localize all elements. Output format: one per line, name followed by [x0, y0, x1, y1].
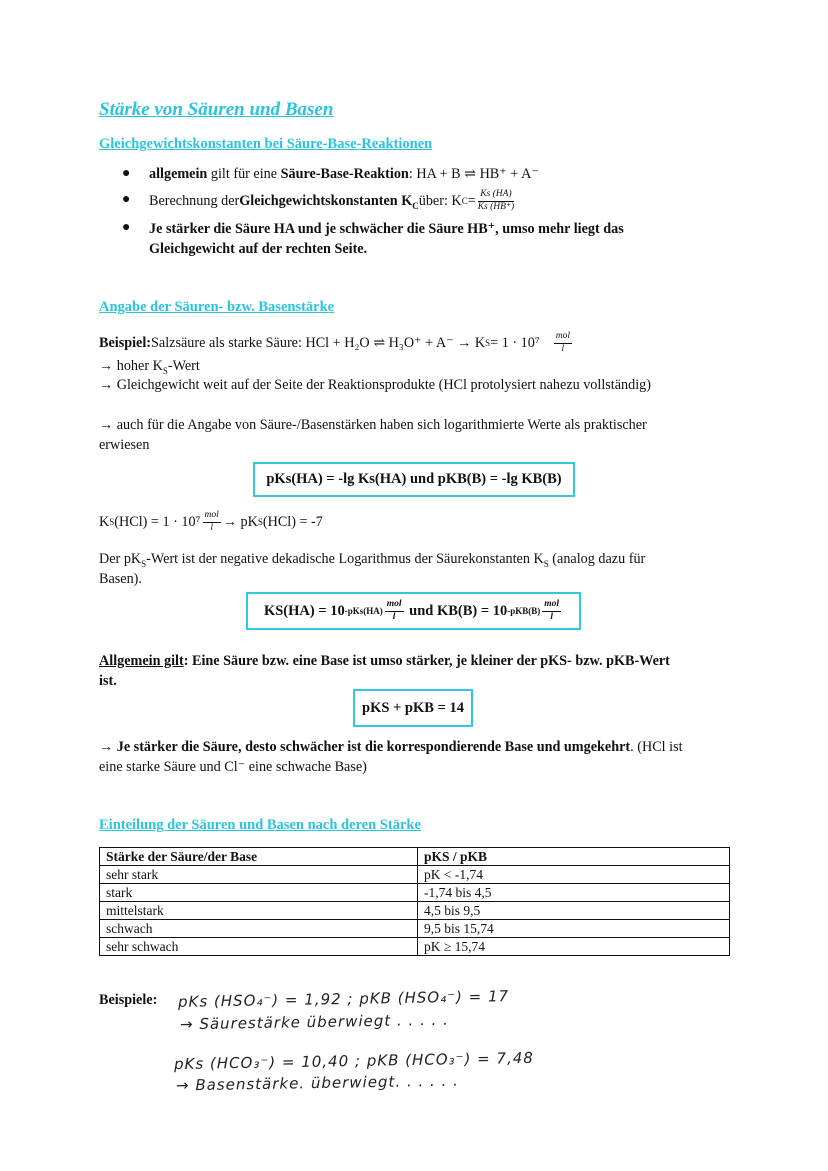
section-heading-classification: Einteilung der Säuren und Basen nach deren Stärke: [99, 817, 421, 833]
table-row: [100, 866, 730, 884]
bullet-dot-icon: ●: [122, 220, 131, 235]
bullet-dot-icon: ●: [122, 166, 131, 181]
table-cell: schwach: [100, 920, 418, 938]
handwritten-line-1: pKs (HSO₄⁻) = 1,92 ; pKB (HSO₄⁻) = 17: [177, 987, 510, 1011]
paragraph-conclusion: → Je stärker die Säure, desto schwächer ist die korrespondierende Base und umgekehrt. (HCl ist eine starke Säure und Cl⁻ eine schwache Base): [99, 739, 683, 775]
handwritten-line-2: → Säurestärke überwiegt . . . . .: [179, 1010, 450, 1034]
bold-general: allgemein: [149, 166, 208, 182]
table-cell: pK < -1,74: [418, 866, 730, 884]
table-cell: 4,5 bis 9,5: [418, 902, 730, 920]
unit-fraction: $\frac{\text{mol}}{l}$: [204, 510, 219, 533]
table-row: [100, 884, 730, 902]
unit-fraction: $\frac{\text{mol}}{l}$: [555, 331, 570, 354]
table-cell: 9,5 bis 15,74: [418, 920, 730, 938]
table-cell: -1,74 bis 4,5: [418, 884, 730, 902]
example-hcl-line: Beispiel: Salzsäure als starke Säure: HCl + H₂O ⇌ H₃O⁺ + A⁻ → K S = 1 · 10⁷ $\frac{\text{mol}}{l}$: [99, 331, 570, 354]
handwritten-line-3: pKs (HCO₃⁻) = 10,40 ; pKB (HCO₃⁻) = 7,48: [173, 1048, 535, 1074]
unit-fraction: $\frac{\text{mol}}{l}$: [386, 599, 402, 622]
paragraph-general-rule: Allgemein gilt: Eine Säure bzw. eine Base ist umso stärker, je kleiner der pKS- bzw. pKB-Wert ist.: [99, 653, 670, 689]
page-title: Stärke von Säuren und Basen: [99, 99, 334, 120]
table-cell: stark: [100, 884, 418, 902]
handwritten-line-4: → Basenstärke. überwiegt. . . . . .: [175, 1071, 459, 1095]
bold-reaction: Säure-Base-Reaktion: [280, 166, 409, 182]
paragraph-pks-definition: Der $pK_S$-Wert ist der negative dekadische Logarithmus der Säurekonstanten $K_S$ (analog dazu für Basen).: [99, 551, 646, 587]
table-cell: sehr stark: [100, 866, 418, 884]
arrow-high-ks: → hoher $K_S$-Wert: [99, 358, 200, 376]
bullet-dot-icon: ●: [122, 192, 131, 207]
table-header-row: [100, 848, 730, 866]
table-cell: pK ≥ 15,74: [418, 938, 730, 956]
formula-box-sum: pKS + pKB = 14: [353, 689, 473, 727]
arrow-equilibrium-products: → Gleichgewicht weit auf der Seite der Reaktionsprodukte (HCl protolysiert nahezu vollständig): [99, 377, 651, 393]
section-heading-acid-strength: Angabe der Säuren- bzw. Basenstärke: [99, 299, 335, 315]
section-heading-equilibrium: Gleichgewichtskonstanten bei Säure-Base-Reaktionen: [99, 136, 433, 152]
strength-table: [99, 847, 730, 956]
reaction-equation: : HA + B ⇌ HB⁺ + A⁻: [408, 166, 539, 182]
formula-box-ks: KS(HA) = 10 -pKs(HA) $\frac{\text{mol}}{l}$ und KB(B) = 10 -pKB(B) $\frac{\text{mol}}{l}$: [246, 592, 581, 630]
table-cell: mittelstark: [100, 902, 418, 920]
hcl-pks-line: K S (HCl) = 1 · 10⁷ $\frac{\text{mol}}{l}$ → pK S (HCl) = -7: [99, 510, 323, 533]
bullet-general-reaction: allgemein gilt für eine Säure-Base-Reaktion: HA + B ⇌ HB⁺ + A⁻: [149, 166, 539, 182]
table-row: [100, 938, 730, 956]
table-header-cell: pKS / pKB: [418, 848, 730, 866]
table-cell: sehr schwach: [100, 938, 418, 956]
table-header-cell: Stärke der Säure/der Base: [100, 848, 418, 866]
table-row: [100, 902, 730, 920]
kc-fraction: $\frac{Ks (HA)}{Ks (HB^+)}$: [477, 189, 515, 212]
formula-box-pks: pKs(HA) = -lg Ks(HA) und pKB(B) = -lg KB(B): [253, 462, 575, 497]
unit-fraction: $\frac{\text{mol}}{l}$: [544, 599, 560, 622]
bullet-equilibrium-constant: Berechnung der Gleichgewichtskonstanten $K_C$ über: K C = $\frac{Ks (HA)}{Ks (HB^+)}$: [149, 189, 515, 212]
table-row: [100, 920, 730, 938]
examples-label: Beispiele:: [99, 992, 158, 1008]
paragraph-logarithmic: → auch für die Angabe von Säure-/Basenstärken haben sich logarithmierte Werte als praktischer erwiesen: [99, 417, 647, 453]
bullet-stronger-acid: Je stärker die Säure HA und je schwächer die Säure HB⁺, umso mehr liegt das Gleichgewicht auf der rechten Seite.: [149, 221, 624, 257]
